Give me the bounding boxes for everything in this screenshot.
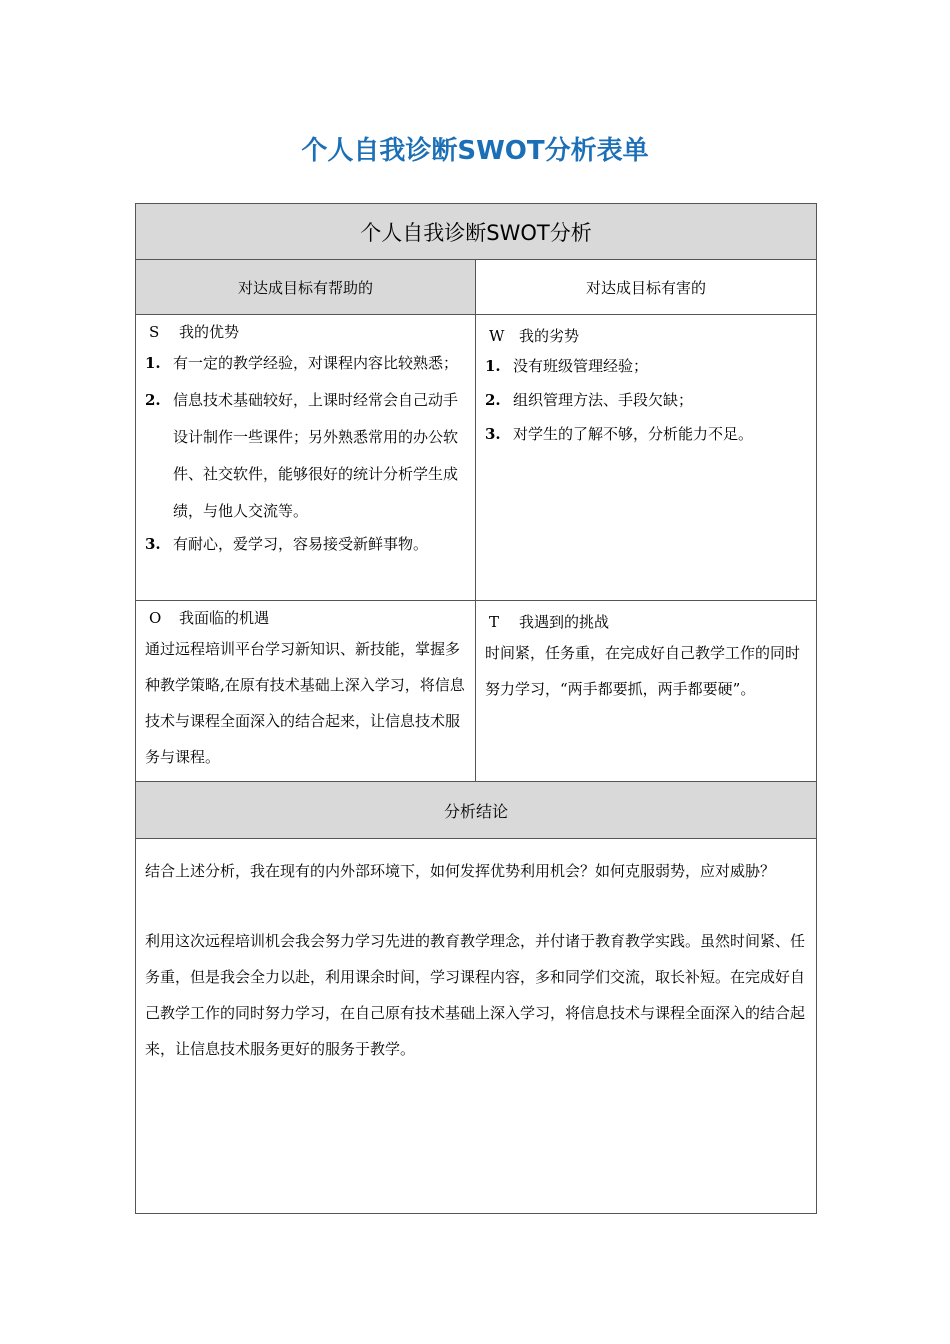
threats-title: 我遇到的挑战 (519, 613, 610, 631)
item-text: 对学生的了解不够，分析能力不足。 (513, 425, 754, 443)
item-number: 1. (485, 357, 501, 375)
item-text: 有耐心，爱学习，容易接受新鲜事物。 (173, 535, 429, 553)
column-header-helpful: 对达成目标有帮助的 (136, 260, 476, 315)
item-text: 有一定的教学经验，对课程内容比较熟悉； (173, 354, 459, 372)
opportunities-heading (145, 605, 467, 631)
table-header: 个人自我诊断SWOT分析 (136, 204, 817, 260)
paragraph-spacer (145, 889, 807, 923)
list-item (145, 345, 467, 382)
conclusion-heading: 分析结论 (136, 782, 817, 839)
list-item (485, 383, 808, 417)
strengths-letter: S (149, 323, 160, 341)
document-title: 个人自我诊断SWOT分析表单 (301, 136, 649, 166)
item-text: 信息技术基础较好，上课时经常会自己动手设计制作一些课件；另外熟悉常用的办公软件、社交软件，能够很好的统计分析学生成绩，与他人交流等。 (173, 391, 459, 520)
strengths-heading (145, 319, 467, 345)
conclusion-cell (136, 839, 817, 1214)
item-number: 3. (145, 535, 161, 553)
item-number: 3. (485, 425, 501, 443)
item-number: 2. (485, 391, 501, 409)
weaknesses-title: 我的劣势 (519, 327, 580, 345)
threats-heading (485, 609, 808, 635)
item-number: 1. (145, 354, 161, 372)
weaknesses-letter: W (489, 327, 505, 345)
item-number: 2. (145, 391, 161, 409)
swot-table (135, 203, 817, 1214)
list-item (485, 417, 808, 451)
strengths-title: 我的优势 (179, 323, 240, 341)
strengths-cell (136, 315, 476, 601)
list-item (145, 382, 467, 530)
column-header-harmful: 对达成目标有害的 (476, 260, 817, 315)
opportunities-text: 通过远程培训平台学习新知识、新技能，掌握多种教学策略,在原有技术基础上深入学习，将信息技术与课程全面深入的结合起来，让信息技术服务与课程。 (145, 640, 465, 766)
threats-cell (476, 601, 817, 782)
weaknesses-cell (476, 315, 817, 601)
list-item (485, 349, 808, 383)
conclusion-answer: 利用这次远程培训机会我会努力学习先进的教育教学理念，并付诸于教育教学实践。虽然时间紧、任务重，但是我会全力以赴，利用课余时间，学习课程内容，多和同学们交流，取长补短。在完成好自己教学工作的同时努力学习，在自己原有技术基础上深入学习，将信息技术与课程全面深入的结合起来，让信息技术服务更好的服务于教学。 (145, 932, 806, 1058)
weaknesses-heading (485, 323, 808, 349)
opportunities-letter: O (149, 609, 162, 627)
item-text: 组织管理方法、手段欠缺； (513, 391, 694, 409)
item-text: 没有班级管理经验； (513, 357, 649, 375)
conclusion-question: 结合上述分析，我在现有的内外部环境下，如何发挥优势利用机会？如何克服弱势，应对威胁？ (145, 862, 776, 880)
list-item (145, 530, 467, 558)
opportunities-title: 我面临的机遇 (179, 609, 270, 627)
threats-text: 时间紧，任务重，在完成好自己教学工作的同时努力学习，“两手都要抓，两手都要硬”。 (485, 644, 801, 698)
threats-letter: T (489, 613, 500, 631)
opportunities-cell (136, 601, 476, 782)
